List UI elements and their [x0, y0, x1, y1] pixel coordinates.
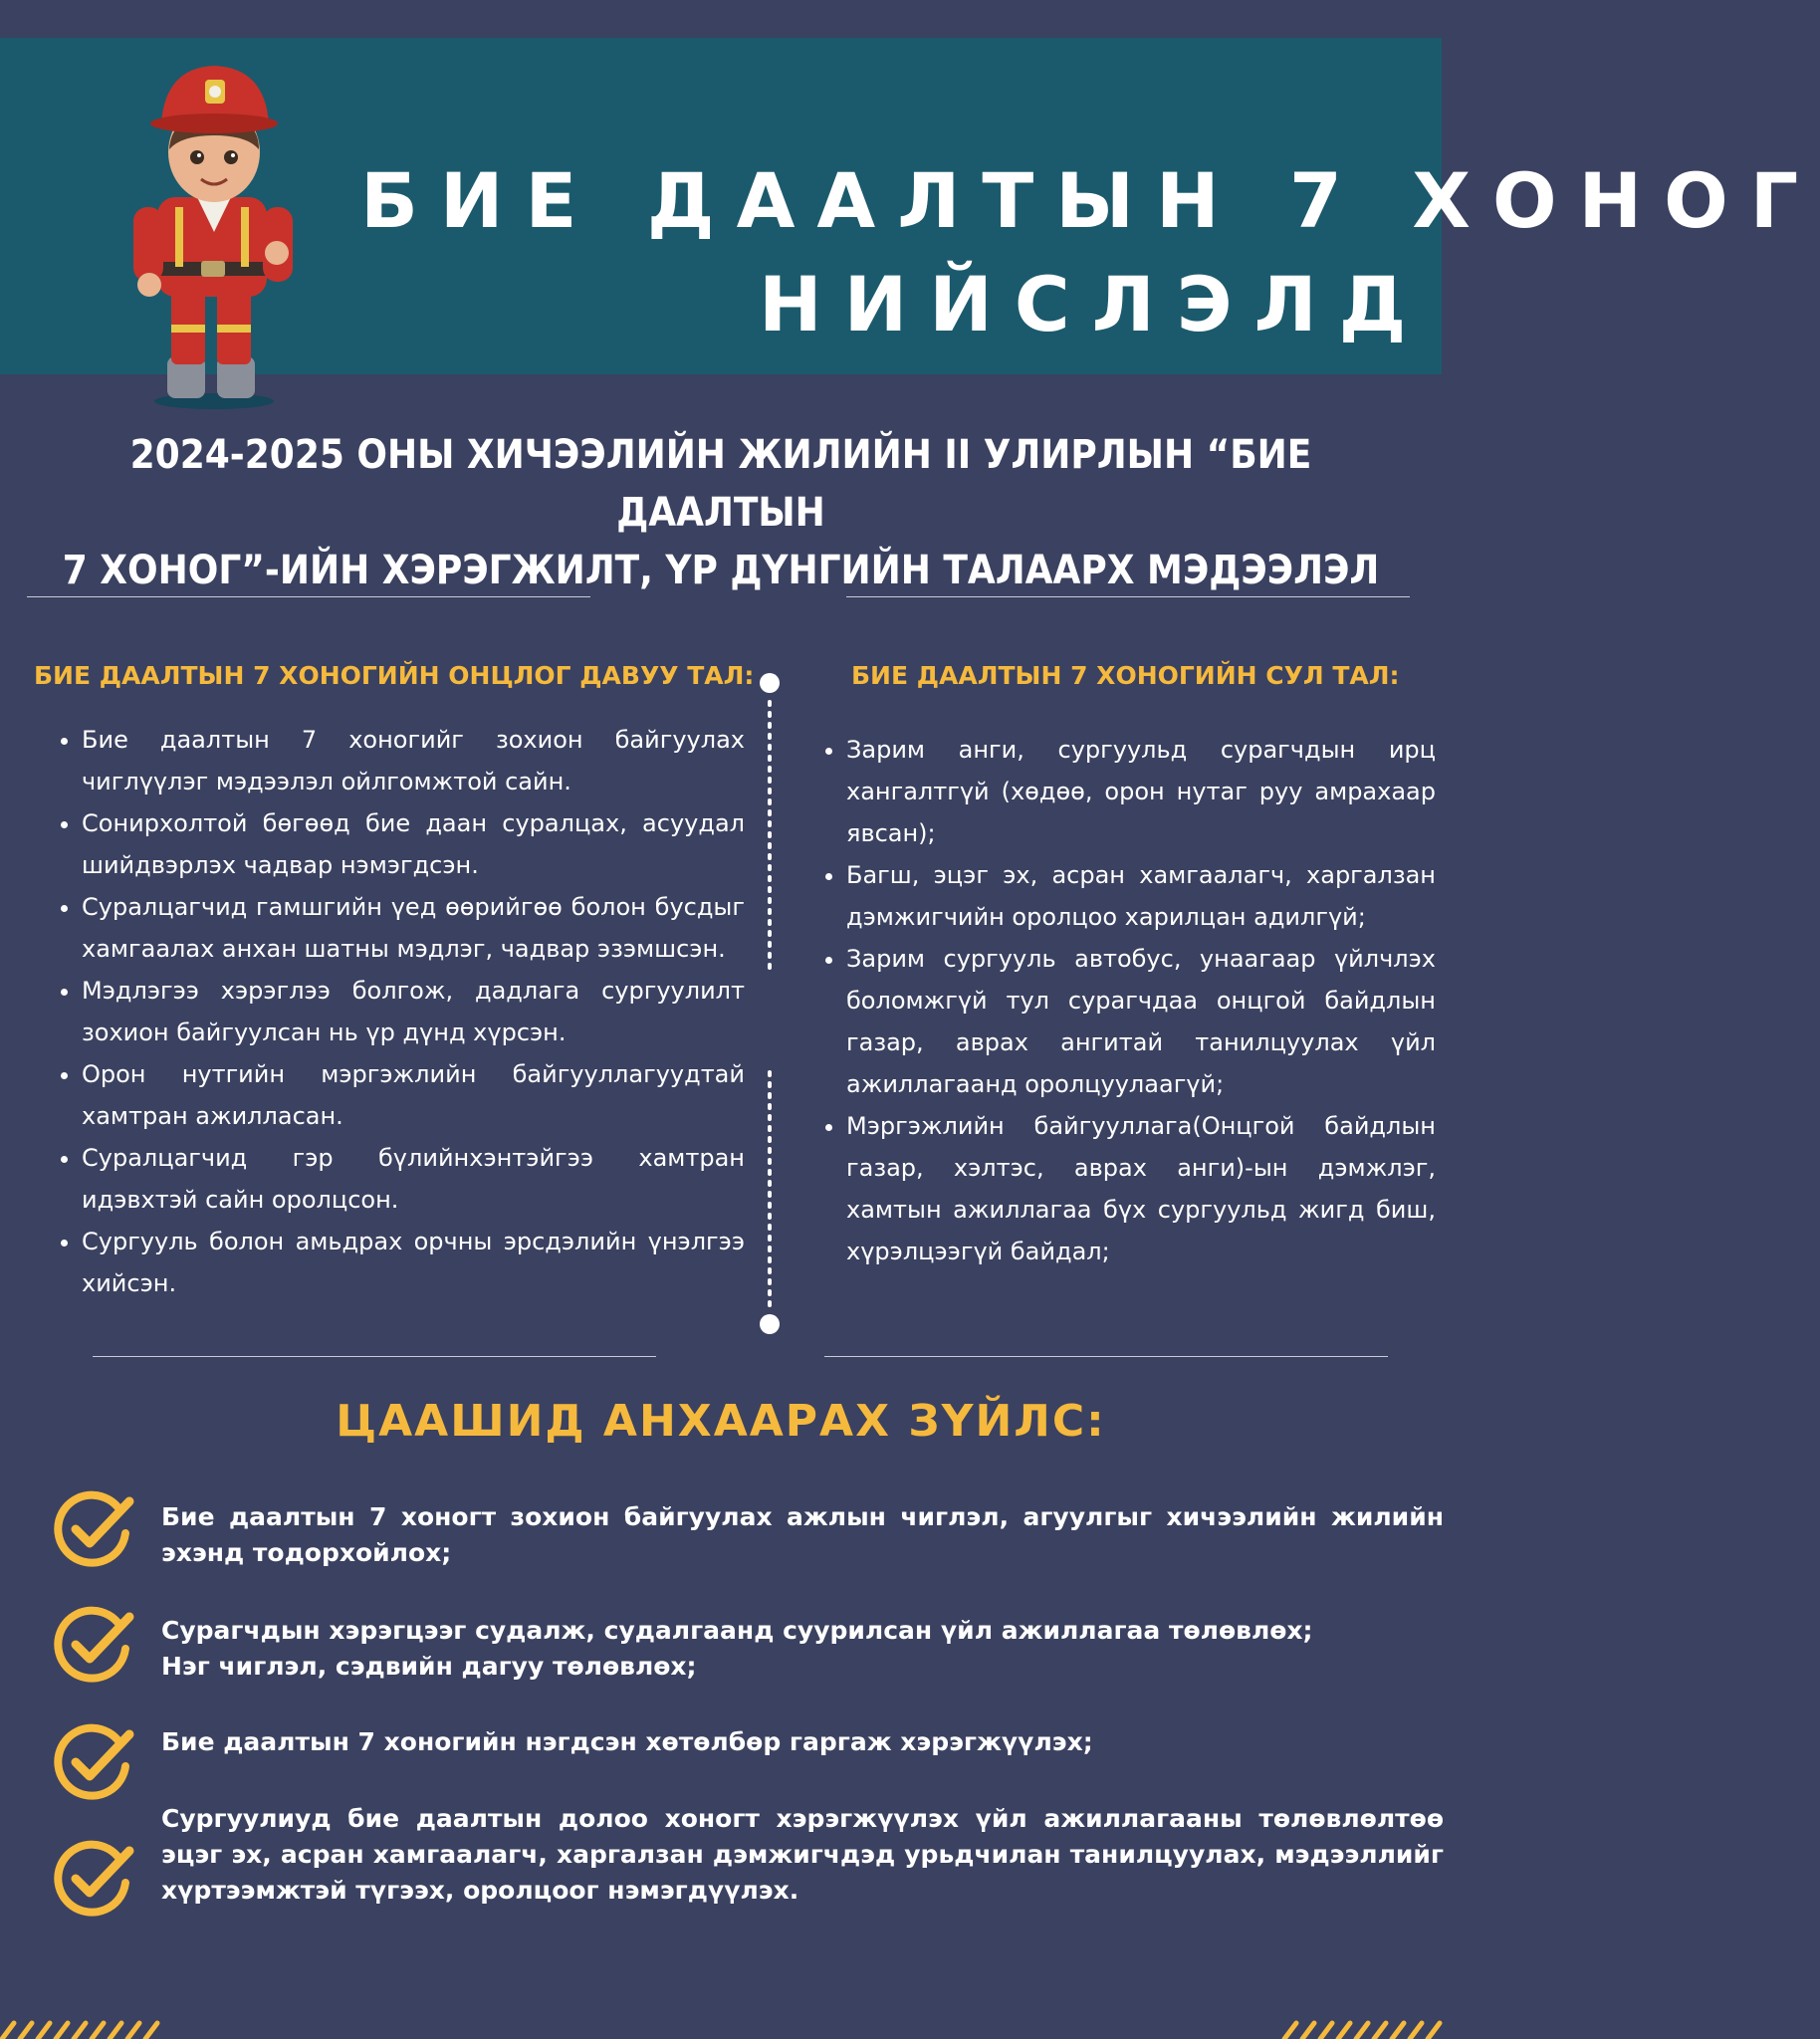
check-circle-icon [50, 1720, 133, 1804]
divider-bottom-left [93, 1356, 656, 1357]
strengths-heading: БИЕ ДААЛТЫН 7 ХОНОГИЙН ОНЦЛОГ ДАВУУ ТАЛ: [34, 661, 755, 690]
list-item: • Суралцагчид гамшгийн үед өөрийгөө болон бусдыг хамгаалах анхан шатны мэдлэг, чадвар эзэмшсэн. [82, 886, 745, 970]
divider-top-left [27, 596, 590, 597]
action-text: Бие даалтын 7 хоногийн нэгдсэн хөтөлбөр гаргаж хэрэгжүүлэх; [161, 1727, 1093, 1756]
next-steps-heading: ЦААШИД АНХААРАХ ЗҮЙЛС: [336, 1396, 1106, 1447]
divider-top-right [846, 596, 1410, 597]
list-item: • Сургууль болон амьдрах орчны эрсдэлийн үнэлгээ хийсэн. [82, 1221, 745, 1304]
list-item: • Зарим анги, сургуульд сурагчдын ирц хангалтгүй (хөдөө, орон нутаг руу амрахаар явсан); [846, 729, 1436, 854]
decorative-stripes-left [0, 2019, 179, 2039]
banner-title-line2: НИЙСЛЭЛД [759, 260, 1429, 348]
weaknesses-list [822, 729, 1436, 1272]
check-circle-icon [50, 1837, 133, 1921]
list-item: • Мэргэжлийн байгууллага(Онцгой байдлын газар, хэлтэс, аврах анги)-ын дэмжлэг, хамтын ажиллагаа бүх сургуульд жигд биш, хүрэлцээгүй байдал; [846, 1105, 1436, 1272]
banner-title-line1: БИЕ ДААЛТЫН 7 ХОНОГ [360, 156, 1820, 245]
header-banner [0, 38, 1820, 374]
weaknesses-heading: БИЕ ДААЛТЫН 7 ХОНОГИЙН СУЛ ТАЛ: [851, 661, 1400, 690]
list-item: • Орон нутгийн мэргэжлийн байгууллагуудтай хамтран ажилласан. [82, 1053, 745, 1137]
dotted-timeline-divider [761, 672, 779, 1334]
subtitle-line1: 2024-2025 ОНЫ ХИЧЭЭЛИЙН ЖИЛИЙН II УЛИРЛЫН “БИЕ ДААЛТЫН [129, 432, 1312, 536]
list-item: • Бие даалтын 7 хоногийг зохион байгуулах чиглүүлэг мэдээлэл ойлгомжтой сайн. [82, 719, 745, 802]
list-item: • Зарим сургууль автобус, унаагаар үйлчлэх боломжгүй тул сурагчдаа онцгой байдлын газар, аврах ангитай танилцуулах үйл ажиллагаанд оролцуулаагүй; [846, 938, 1436, 1105]
strengths-list [58, 719, 745, 1304]
subtitle-line2: 7 ХОНОГ”-ИЙН ХЭРЭГЖИЛТ, ҮР ДҮНГИЙН ТАЛААРХ МЭДЭЭЛЭЛ [62, 548, 1380, 593]
action-text: Сургуулиуд бие даалтын долоо хоногт хэрэгжүүлэх үйл ажиллагааны төлөвлөлтөө эцэг эх, асран хамгаалагч, харгалзан дэмжигчдэд урьдчилан танилцуулах, мэдээллийг хүртээмжтэй түгээх, оролцоог нэмэгдүүлэх. [161, 1804, 1444, 1905]
decorative-stripes-right [1262, 2019, 1442, 2039]
check-circle-icon [50, 1487, 133, 1571]
action-text: Бие даалтын 7 хоногт зохион байгуулах ажлын чиглэл, агуулгыг хичээлийн жилийн эхэнд тодорхойлох; [161, 1502, 1444, 1567]
list-item: • Мэдлэгээ хэрэглээ болгож, дадлага сургуулилт зохион байгуулсан нь үр дүнд хүрсэн. [82, 970, 745, 1053]
list-item: • Суралцагчид гэр бүлийнхэнтэйгээ хамтран идэвхтэй сайн оролцсон. [82, 1137, 745, 1221]
action-text: Сурагчдын хэрэгцээг судалж, судалгаанд суурилсан үйл ажиллагаа төлөвлөх; Нэг чиглэл, сэдвийн дагуу төлөвлөх; [161, 1616, 1313, 1681]
page-subtitle [40, 426, 1402, 599]
check-circle-icon [50, 1603, 133, 1687]
list-item: • Багш, эцэг эх, асран хамгаалагч, харгалзан дэмжигчийн оролцоо харилцан адилгүй; [846, 854, 1436, 938]
firefighter-mascot-illustration [119, 58, 309, 411]
list-item: • Сонирхолтой бөгөөд бие даан суралцах, асуудал шийдвэрлэх чадвар нэмэгдсэн. [82, 802, 745, 886]
divider-bottom-right [824, 1356, 1388, 1357]
